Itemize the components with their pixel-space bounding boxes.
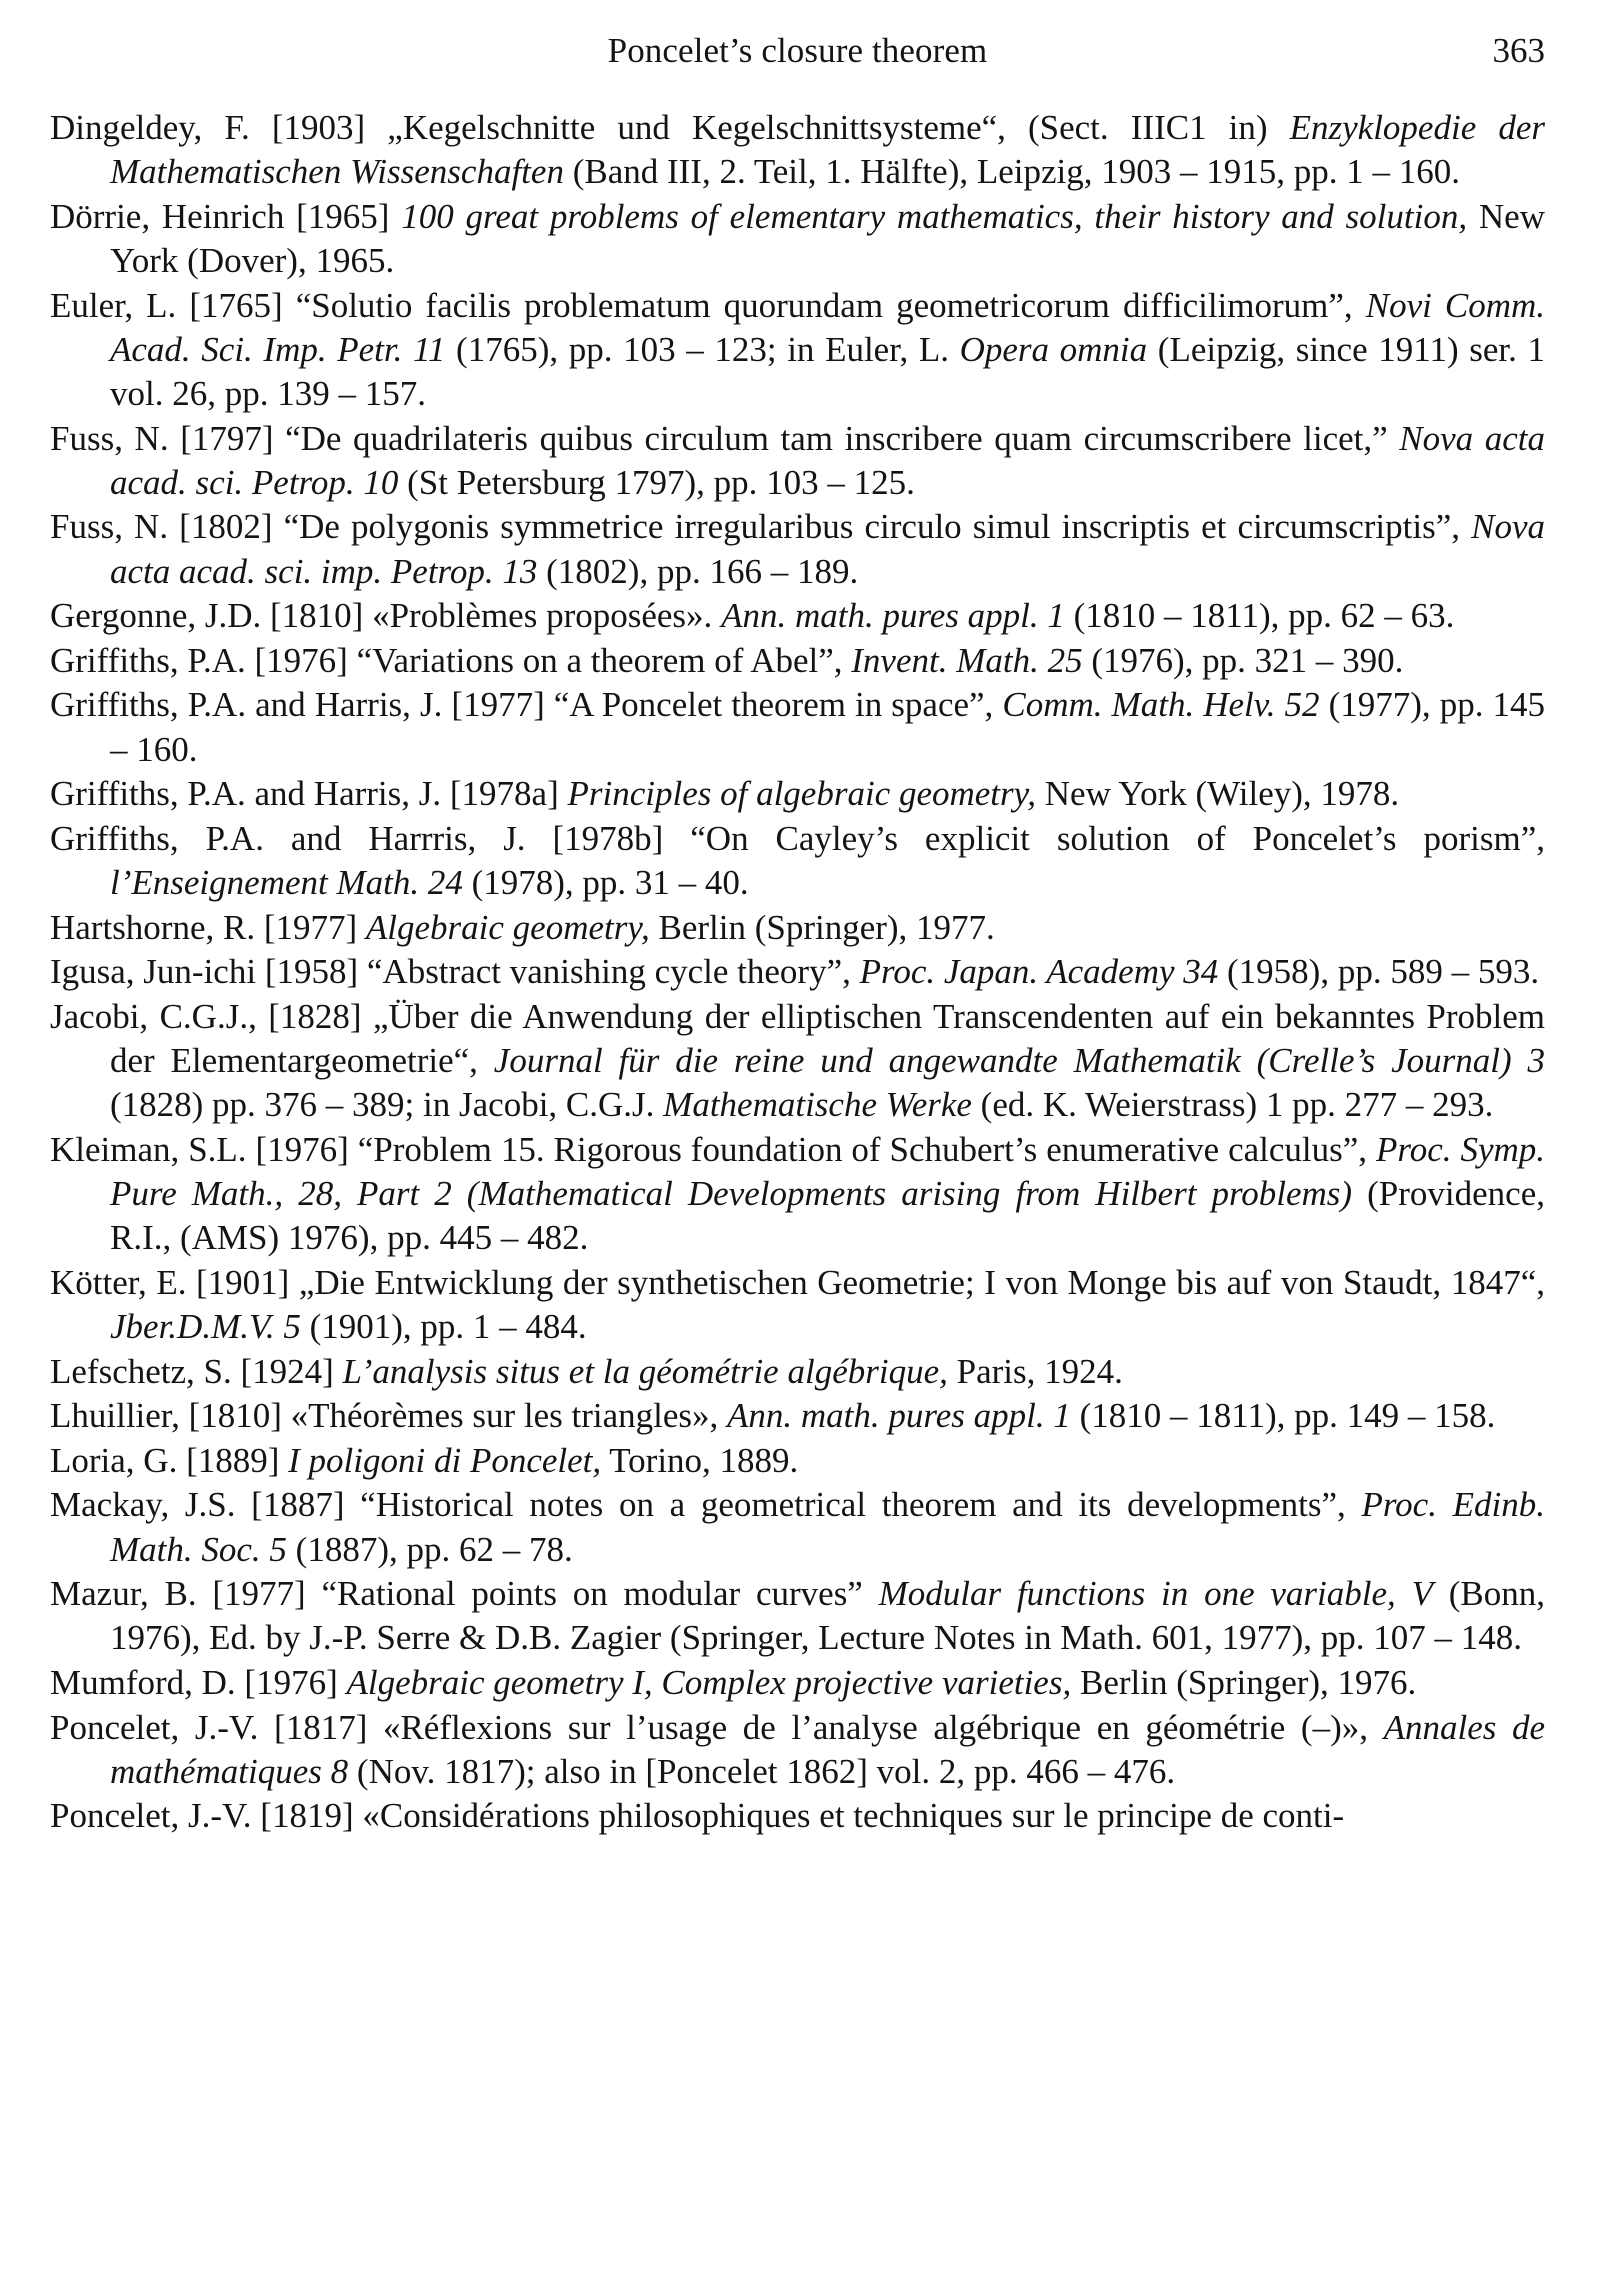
reference-text: Mazur, B. [1977] “Rational points on modular curves” — [50, 1574, 879, 1614]
reference-title-italic: Jber.D.M.V. 5 — [110, 1306, 301, 1346]
reference-entry — [50, 772, 1545, 816]
reference-title-italic: 100 great problems of elementary mathematics, their history and solution, — [401, 196, 1468, 236]
reference-text: (1977), pp. 145 – 160. — [110, 685, 1546, 769]
reference-entry — [50, 195, 1545, 283]
reference-entry — [50, 1350, 1545, 1394]
reference-title-italic: Proc. Edinb. Math. Soc. 5 — [110, 1485, 1545, 1569]
reference-entry — [50, 1394, 1545, 1438]
reference-text: New York (Wiley), 1978. — [1036, 774, 1400, 814]
reference-title-italic: Enzyklopedie der Mathematischen Wissenschaften — [110, 108, 1545, 192]
running-title: Poncelet’s closure theorem — [607, 31, 988, 70]
reference-text: Kötter, E. [1901] „Die Entwicklung der synthetischen Geometrie; I von Monge bis auf von Staudt, 1847“, — [50, 1262, 1545, 1302]
reference-title-italic: Novi Comm. Acad. Sci. Imp. Petr. 11 — [110, 285, 1546, 369]
reference-text: (Band III, 2. Teil, 1. Hälfte), Leipzig, 1903 – 1915, pp. 1 – 160. — [563, 152, 1460, 192]
reference-text: (Nov. 1817); also in [Poncelet 1862] vol. 2, pp. 466 – 476. — [348, 1751, 1176, 1791]
reference-text: Berlin (Springer), 1976. — [1071, 1662, 1417, 1702]
reference-title-italic: Journal für die reine und angewandte Mathematik (Crelle’s Journal) 3 — [493, 1040, 1545, 1080]
reference-text: Igusa, Jun-ichi [1958] “Abstract vanishing cycle theory”, — [50, 952, 860, 992]
reference-text: Griffiths, P.A. and Harrris, J. [1978b] “On Cayley’s explicit solution of Poncelet’s porism”, — [50, 818, 1545, 858]
reference-entry — [50, 1439, 1545, 1483]
reference-text: (Leipzig, since 1911) ser. 1 vol. 26, pp. 139 – 157. — [110, 329, 1545, 413]
reference-text: (1958), pp. 589 – 593. — [1218, 952, 1540, 992]
reference-title-italic: Opera omnia — [959, 329, 1148, 369]
reference-title-italic: Proc. Japan. Academy 34 — [859, 952, 1219, 992]
reference-title-italic: Nova acta acad. sci. Petrop. 10 — [110, 418, 1545, 502]
reference-text: (1810 – 1811), pp. 62 – 63. — [1064, 596, 1455, 636]
reference-text: New York (Dover), 1965. — [110, 196, 1545, 280]
reference-text: Paris, 1924. — [947, 1351, 1123, 1391]
reference-entry — [50, 417, 1545, 505]
reference-entry — [50, 1794, 1545, 1838]
reference-entry — [50, 1572, 1545, 1660]
reference-entry — [50, 1128, 1545, 1261]
reference-text: (1802), pp. 166 – 189. — [537, 551, 859, 591]
reference-text: Lefschetz, S. [1924] — [50, 1351, 343, 1391]
reference-text: Gergonne, J.D. [1810] «Problèmes proposées». — [50, 596, 722, 636]
reference-text: Fuss, N. [1797] “De quadrilateris quibus circulum tam inscribere quam circumscribere licet,” — [50, 418, 1400, 458]
reference-entry — [50, 639, 1545, 683]
reference-text: Mumford, D. [1976] — [50, 1662, 347, 1702]
reference-text: Dingeldey, F. [1903] „Kegelschnitte und Kegelschnittsysteme“, (Sect. IIIC1 in) — [50, 108, 1290, 147]
reference-title-italic: l’Enseignement Math. 24 — [110, 862, 463, 902]
reference-title-italic: Ann. math. pures appl. 1 — [721, 596, 1065, 636]
reference-text: Euler, L. [1765] “Solutio facilis problematum quorundam geometricorum difficilimorum”, — [50, 285, 1366, 325]
reference-text: Griffiths, P.A. and Harris, J. [1978a] — [50, 774, 568, 814]
reference-text: (1765), pp. 103 – 123; in Euler, L. — [445, 329, 960, 369]
reference-text: Poncelet, J.-V. [1819] «Considérations philosophiques et techniques sur le principe de conti- — [50, 1796, 1345, 1836]
page-number: 363 — [1492, 31, 1545, 70]
reference-entry — [50, 1661, 1545, 1705]
reference-title-italic: Proc. Symp. Pure Math., 28, Part 2 (Mathematical Developments arising from Hilbert problems) — [110, 1129, 1546, 1213]
reference-entry — [50, 106, 1545, 194]
reference-text: Torino, 1889. — [601, 1440, 799, 1480]
reference-entry — [50, 284, 1545, 417]
reference-text: (1887), pp. 62 – 78. — [286, 1529, 573, 1569]
reference-text: (ed. K. Weierstrass) 1 pp. 277 – 293. — [971, 1085, 1494, 1125]
reference-entry — [50, 1261, 1545, 1349]
reference-entry — [50, 594, 1545, 638]
reference-text: Poncelet, J.-V. [1817] «Réflexions sur l’usage de l’analyse algébrique en géométrie (–)», — [50, 1707, 1384, 1747]
reference-title-italic: Algebraic geometry, — [365, 907, 650, 947]
reference-entry — [50, 906, 1545, 950]
reference-text: Lhuillier, [1810] «Théorèmes sur les triangles», — [50, 1396, 728, 1436]
reference-title-italic: Principles of algebraic geometry, — [567, 774, 1037, 814]
reference-entry — [50, 995, 1545, 1128]
reference-text: Berlin (Springer), 1977. — [649, 907, 995, 947]
reference-entry — [50, 1706, 1545, 1794]
reference-text: Mackay, J.S. [1887] “Historical notes on a geometrical theorem and its developments”, — [50, 1485, 1362, 1525]
reference-entry — [50, 950, 1545, 994]
reference-entry — [50, 817, 1545, 905]
reference-text: Dörrie, Heinrich [1965] — [50, 196, 402, 236]
reference-text: Hartshorne, R. [1977] — [50, 907, 366, 947]
reference-list — [50, 106, 1545, 1839]
reference-title-italic: I poligoni di Poncelet, — [288, 1440, 602, 1480]
reference-title-italic: Comm. Math. Helv. 52 — [1002, 685, 1320, 725]
reference-text: Jacobi, C.G.J., [1828] „Über die Anwendung der elliptischen Transcendenten auf ein bekanntes Problem der Elementargeometrie“, — [50, 996, 1545, 1080]
reference-text: (1901), pp. 1 – 484. — [300, 1306, 587, 1346]
reference-entry — [50, 505, 1545, 593]
reference-entry — [50, 1483, 1545, 1571]
reference-text: Griffiths, P.A. [1976] “Variations on a theorem of Abel”, — [50, 640, 852, 680]
book-page — [50, 0, 1545, 2287]
reference-title-italic: Invent. Math. 25 — [851, 640, 1083, 680]
reference-text: Loria, G. [1889] — [50, 1440, 289, 1480]
reference-text: (1976), pp. 321 – 390. — [1082, 640, 1404, 680]
reference-title-italic: Mathematische Werke — [663, 1085, 972, 1125]
reference-text: (Bonn, 1976), Ed. by J.-P. Serre & D.B. Zagier (Springer, Lecture Notes in Math. 601, 1977), pp. 107 – 148. — [110, 1574, 1545, 1658]
reference-title-italic: Modular functions in one variable, V — [878, 1574, 1433, 1614]
reference-text: (1978), pp. 31 – 40. — [462, 862, 749, 902]
reference-text: Kleiman, S.L. [1976] “Problem 15. Rigorous foundation of Schubert’s enumerative calculus”, — [50, 1129, 1377, 1169]
reference-text: Griffiths, P.A. and Harris, J. [1977] “A Poncelet theorem in space”, — [50, 685, 1003, 725]
reference-text: Fuss, N. [1802] “De polygonis symmetrice irregularibus circulo simul inscriptis et circumscriptis”, — [50, 507, 1472, 547]
reference-text: (1828) pp. 376 – 389; in Jacobi, C.G.J. — [110, 1085, 664, 1125]
reference-text: (Providence, R.I., (AMS) 1976), pp. 445 – 482. — [110, 1173, 1545, 1258]
reference-entry — [50, 683, 1545, 771]
reference-title-italic: Algebraic geometry I, Complex projective varieties, — [346, 1662, 1072, 1702]
reference-title-italic: Ann. math. pures appl. 1 — [727, 1396, 1071, 1436]
reference-title-italic: L’analysis situs et la géométrie algébrique, — [342, 1351, 948, 1391]
reference-title-italic: Nova acta acad. sci. imp. Petrop. 13 — [110, 507, 1545, 591]
page-header — [50, 26, 1545, 76]
reference-text: (1810 – 1811), pp. 149 – 158. — [1070, 1396, 1496, 1436]
reference-text: (St Petersburg 1797), pp. 103 – 125. — [398, 462, 915, 502]
reference-title-italic: Annales de mathématiques 8 — [110, 1707, 1546, 1791]
